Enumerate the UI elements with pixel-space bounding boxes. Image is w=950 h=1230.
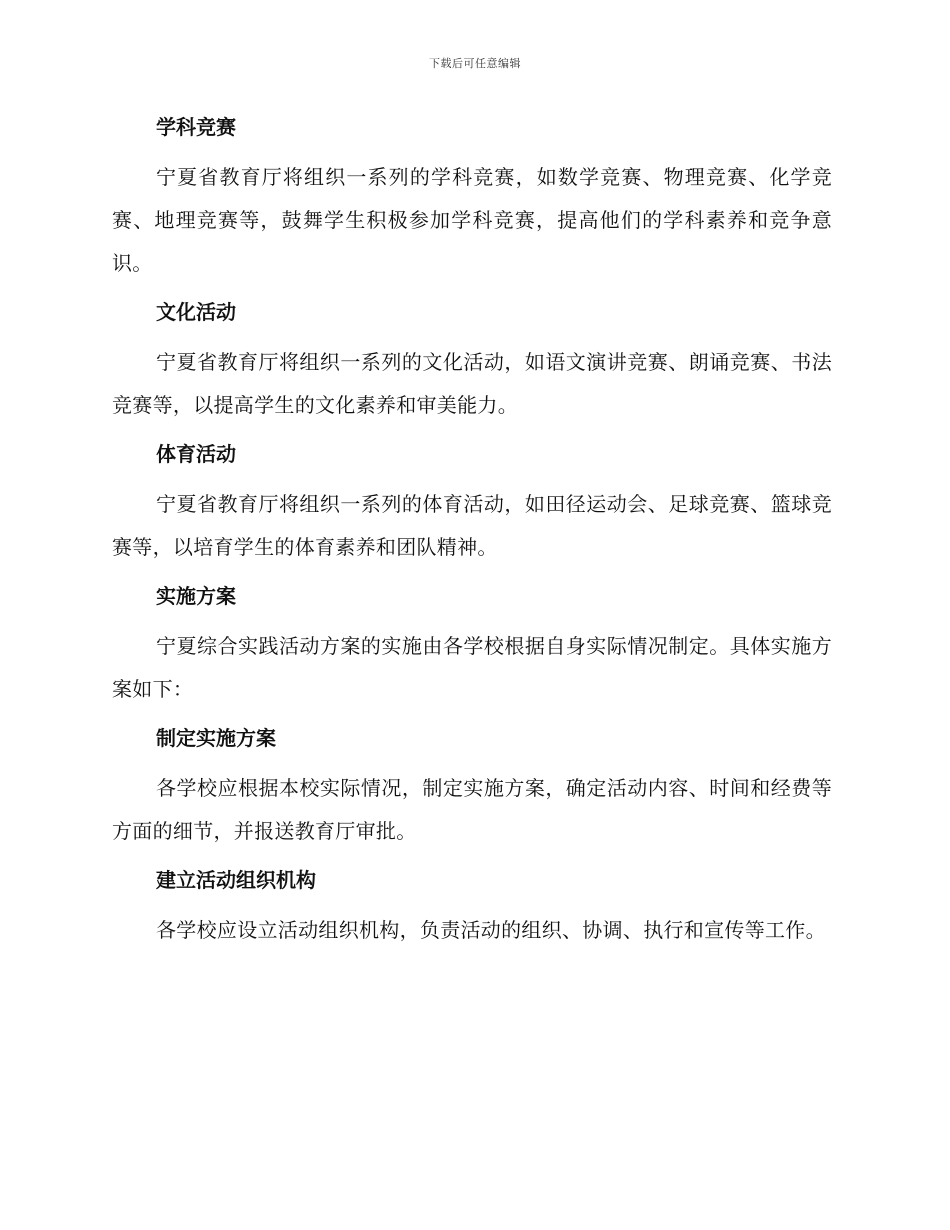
section-sports-activities xyxy=(112,437,832,569)
section-paragraph: 各学校应设立活动组织机构，负责活动的组织、协调、执行和宣传等工作。 xyxy=(156,918,826,942)
section-organization-structure xyxy=(112,863,832,952)
section-paragraph: 宁夏省教育厅将组织一系列的体育活动，如田径运动会、足球竞赛、篮球竞赛等，以培育学生的体育素养和团队精神。 xyxy=(112,492,832,559)
section-paragraph: 宁夏省教育厅将组织一系列的文化活动，如语文演讲竞赛、朗诵竞赛、书法竞赛等，以提高学生的文化素养和审美能力。 xyxy=(112,350,832,417)
page-header: 下载后可任意编辑 xyxy=(429,57,521,70)
section-formulate-plan xyxy=(112,721,832,853)
section-paragraph: 宁夏综合实践活动方案的实施由各学校根据自身实际情况制定。具体实施方案如下： xyxy=(112,634,832,701)
section-heading: 体育活动 xyxy=(156,442,236,466)
section-cultural-activities xyxy=(112,295,832,427)
section-heading: 实施方案 xyxy=(156,584,236,608)
section-heading: 制定实施方案 xyxy=(156,726,276,750)
section-heading: 学科竞赛 xyxy=(156,115,236,139)
section-subject-competition xyxy=(112,110,832,285)
section-heading: 建立活动组织机构 xyxy=(156,868,316,892)
section-paragraph: 各学校应根据本校实际情况，制定实施方案，确定活动内容、时间和经费等方面的细节，并报送教育厅审批。 xyxy=(112,776,832,843)
document-body xyxy=(112,110,832,962)
section-implementation-plan xyxy=(112,579,832,711)
section-paragraph: 宁夏省教育厅将组织一系列的学科竞赛，如数学竞赛、物理竞赛、化学竞赛、地理竞赛等，鼓舞学生积极参加学科竞赛，提高他们的学科素养和竞争意识。 xyxy=(112,165,832,275)
section-heading: 文化活动 xyxy=(156,300,236,324)
